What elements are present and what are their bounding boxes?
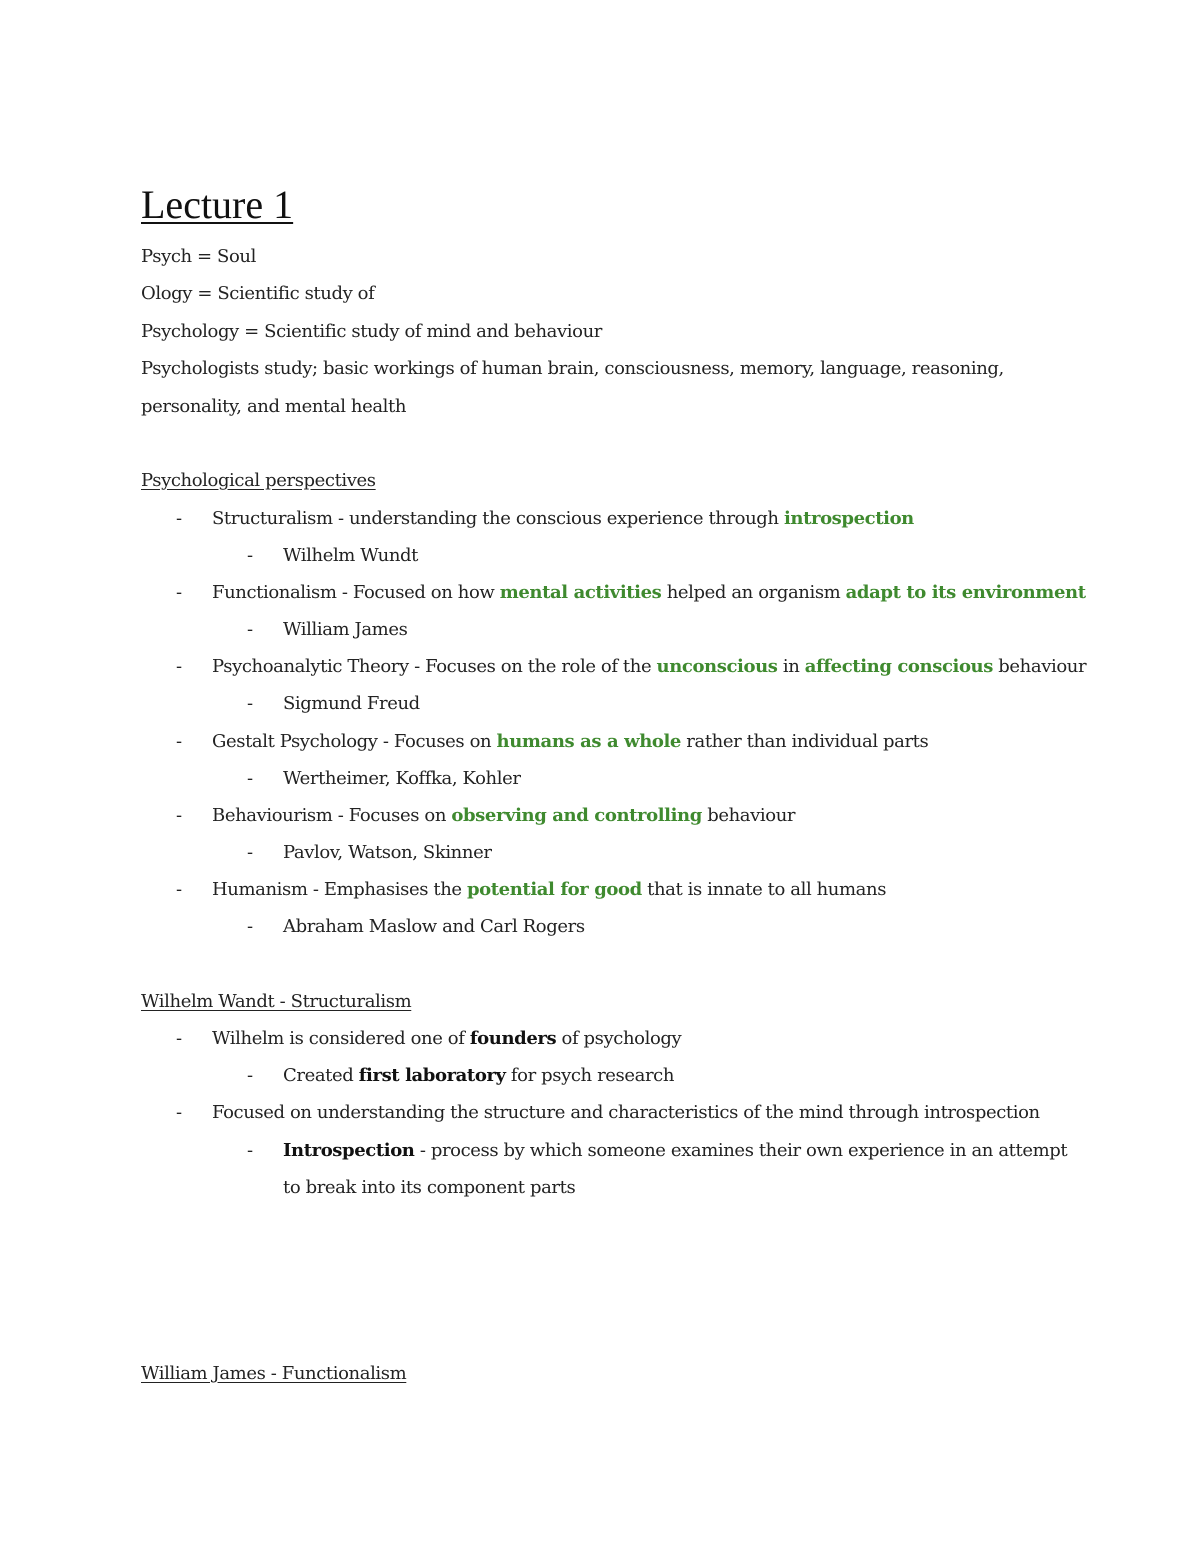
list-item-text: helped an organism xyxy=(661,582,846,603)
sub-item-behaviourism-names: Pavlov, Watson, Skinner xyxy=(283,842,492,863)
bullet-dash: - xyxy=(247,619,254,640)
highlight-term: unconscious xyxy=(656,656,778,677)
bullet-dash: - xyxy=(176,1102,183,1123)
list-item-text: Structuralism - understanding the conscious experience through xyxy=(212,508,784,529)
list-item-text: Humanism - Emphasises the xyxy=(212,879,467,900)
bullet-dash: - xyxy=(247,1065,254,1086)
sub-item-freud: Sigmund Freud xyxy=(283,693,420,714)
sub-item-humanism-names: Abraham Maslow and Carl Rogers xyxy=(283,916,585,937)
bold-term: founders xyxy=(469,1028,557,1049)
bullet-dash: - xyxy=(247,545,254,566)
list-item-text: Behaviourism - Focuses on xyxy=(212,805,452,826)
bullet-dash: - xyxy=(176,731,183,752)
highlight-term: affecting conscious xyxy=(804,656,993,677)
section-heading-perspectives: Psychological perspectives xyxy=(141,470,376,491)
bullet-dash: - xyxy=(247,916,254,937)
definition-ology: Ology = Scientific study of xyxy=(141,283,375,304)
list-item-structuralism xyxy=(212,507,914,531)
list-item-text: behaviour xyxy=(992,656,1087,677)
list-item-text: - process by which someone examines their own experience in an attempt xyxy=(414,1140,1068,1161)
sub-item-wundt: Wilhelm Wundt xyxy=(283,545,419,566)
bullet-dash: - xyxy=(176,879,183,900)
list-item-text: Wilhelm is considered one of xyxy=(212,1028,470,1049)
psychologists-study-continued: personality, and mental health xyxy=(141,396,407,417)
highlight-term: introspection xyxy=(783,508,914,529)
bold-term: first laboratory xyxy=(358,1065,506,1086)
highlight-term: observing and controlling xyxy=(451,805,702,826)
list-item-text: Gestalt Psychology - Focuses on xyxy=(212,731,497,752)
highlight-term: humans as a whole xyxy=(496,731,681,752)
sub-item-introspection-continued: to break into its component parts xyxy=(283,1177,576,1198)
section-heading-wundt: Wilhelm Wandt - Structuralism xyxy=(141,991,412,1012)
bullet-dash: - xyxy=(247,768,254,789)
definition-psych: Psych = Soul xyxy=(141,246,256,267)
bullet-dash: - xyxy=(176,508,183,529)
bullet-dash: - xyxy=(176,1028,183,1049)
list-item-text: Functionalism - Focused on how xyxy=(212,582,500,603)
bullet-dash: - xyxy=(176,582,183,603)
highlight-term: adapt to its environment xyxy=(845,582,1086,603)
bullet-dash: - xyxy=(176,805,183,826)
list-item-text: of psychology xyxy=(556,1028,682,1049)
list-item-humanism xyxy=(212,878,886,902)
list-item-structure-focus: Focused on understanding the structure and characteristics of the mind through introspection xyxy=(212,1102,1040,1123)
section-heading-james: William James - Functionalism xyxy=(141,1363,407,1384)
list-item-text: Created xyxy=(283,1065,359,1086)
bullet-dash: - xyxy=(247,842,254,863)
list-item-functionalism xyxy=(212,581,1086,605)
list-item-behaviourism xyxy=(212,804,795,828)
sub-item-gestalt-names: Wertheimer, Koffka, Kohler xyxy=(283,768,521,789)
highlight-term: potential for good xyxy=(466,879,642,900)
bullet-dash: - xyxy=(176,656,183,677)
bullet-dash: - xyxy=(247,693,254,714)
sub-item-introspection-definition xyxy=(283,1139,1067,1163)
list-item-text: behaviour xyxy=(701,805,796,826)
list-item-psychoanalytic xyxy=(212,655,1086,679)
list-item-founders xyxy=(212,1027,681,1051)
sub-item-laboratory xyxy=(283,1064,674,1088)
list-item-text: for psych research xyxy=(505,1065,675,1086)
list-item-text: rather than individual parts xyxy=(680,731,929,752)
list-item-text: in xyxy=(777,656,805,677)
bold-term: Introspection xyxy=(283,1140,415,1161)
page-title: Lecture 1 xyxy=(141,182,294,227)
highlight-term: mental activities xyxy=(499,582,662,603)
list-item-gestalt xyxy=(212,730,928,754)
bullet-dash: - xyxy=(247,1140,254,1161)
psychologists-study-line: Psychologists study; basic workings of human brain, consciousness, memory, language, reasoning, xyxy=(141,358,1004,379)
list-item-text: Psychoanalytic Theory - Focuses on the role of the xyxy=(212,656,657,677)
definition-psychology: Psychology = Scientific study of mind and behaviour xyxy=(141,321,602,342)
sub-item-james: William James xyxy=(283,619,408,640)
list-item-text: that is innate to all humans xyxy=(641,879,887,900)
